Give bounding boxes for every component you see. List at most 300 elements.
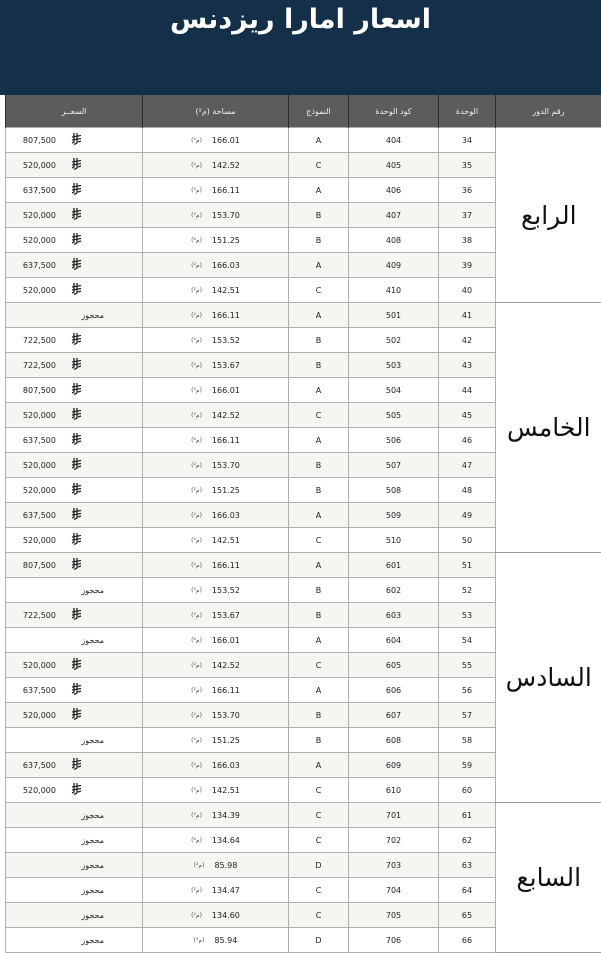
unit-price-cell [6,903,143,928]
unit-price-cell [6,228,143,253]
unit-area: 166.03 [212,261,240,270]
unit-price-cell [6,678,143,703]
area-unit-label: (م²) [191,362,202,369]
unit-area-cell [143,353,289,378]
unit-model: A [289,678,349,703]
unit-model: A [289,253,349,278]
unit-price-cell [6,403,143,428]
unit-model: A [289,753,349,778]
unit-price-cell [6,328,143,353]
riyal-icon [70,208,82,223]
unit-code: 506 [349,428,439,453]
unit-model: A [289,378,349,403]
unit-code: 501 [349,303,439,328]
unit-model: C [289,653,349,678]
unit-price: 637,500 [16,261,56,270]
area-unit-label: (م²) [191,237,202,244]
unit-price: 807,500 [16,136,56,145]
unit-price-cell [6,828,143,853]
unit-code: 408 [349,228,439,253]
unit-area: 85.94 [214,936,237,945]
unit-price: 637,500 [16,761,56,770]
riyal-icon [70,283,82,298]
unit-number: 61 [439,803,496,828]
unit-number: 53 [439,603,496,628]
unit-model: C [289,828,349,853]
unit-number: 47 [439,453,496,478]
unit-price-cell [6,428,143,453]
unit-price: 637,500 [16,186,56,195]
unit-area: 166.11 [212,686,240,695]
riyal-icon [70,608,82,623]
unit-area: 142.51 [212,286,240,295]
unit-area: 166.03 [212,761,240,770]
unit-price-cell [6,853,143,878]
area-unit-label: (م²) [191,737,202,744]
unit-area: 166.01 [212,136,240,145]
unit-model: C [289,878,349,903]
unit-model: C [289,778,349,803]
floor-name: السابع [496,803,601,953]
area-unit-label: (م²) [191,687,202,694]
unit-price-cell [6,478,143,503]
unit-area: 134.47 [212,886,240,895]
unit-area-cell [143,553,289,578]
unit-code: 705 [349,903,439,928]
unit-price: 520,000 [16,661,56,670]
column-header-area: مساحة (م²) [143,95,289,128]
unit-code: 407 [349,203,439,228]
unit-model: B [289,703,349,728]
unit-code: 601 [349,553,439,578]
reserved-label: محجوز [6,636,142,645]
unit-area: 166.11 [212,186,240,195]
unit-number: 34 [439,128,496,153]
unit-area-cell [143,278,289,303]
unit-number: 41 [439,303,496,328]
unit-model: C [289,153,349,178]
unit-number: 64 [439,878,496,903]
unit-model: B [289,603,349,628]
unit-area: 166.01 [212,386,240,395]
unit-area-cell [143,703,289,728]
area-unit-label: (م²) [191,912,202,919]
unit-number: 65 [439,903,496,928]
unit-area-cell [143,228,289,253]
riyal-icon [70,533,82,548]
unit-area-cell [143,678,289,703]
unit-price: 807,500 [16,386,56,395]
unit-price: 520,000 [16,411,56,420]
unit-area-cell [143,403,289,428]
unit-code: 502 [349,328,439,353]
riyal-icon [70,483,82,498]
floor-name: الخامس [496,303,601,553]
unit-area: 166.11 [212,311,240,320]
riyal-icon [70,383,82,398]
unit-area: 142.52 [212,661,240,670]
unit-number: 66 [439,928,496,953]
unit-area: 153.70 [212,711,240,720]
unit-code: 702 [349,828,439,853]
unit-number: 40 [439,278,496,303]
area-unit-label: (م²) [191,162,202,169]
unit-price-cell [6,778,143,803]
riyal-icon [70,658,82,673]
unit-price: 807,500 [16,561,56,570]
riyal-icon [70,158,82,173]
unit-price-cell [6,553,143,578]
unit-number: 52 [439,578,496,603]
unit-area-cell [143,603,289,628]
unit-code: 605 [349,653,439,678]
reserved-label: محجوز [6,736,142,745]
unit-model: A [289,503,349,528]
unit-area: 151.25 [212,236,240,245]
unit-area-cell [143,153,289,178]
unit-area: 153.70 [212,211,240,220]
unit-area: 153.67 [212,361,240,370]
riyal-icon [70,233,82,248]
unit-price-cell [6,528,143,553]
page-title: اسعار امارا ريزدنس [0,4,601,35]
riyal-icon [70,508,82,523]
unit-area-cell [143,753,289,778]
unit-area-cell [143,328,289,353]
unit-price-cell [6,303,143,328]
unit-code: 509 [349,503,439,528]
unit-code: 409 [349,253,439,278]
unit-price: 520,000 [16,536,56,545]
area-unit-label: (م²) [191,137,202,144]
unit-model: B [289,353,349,378]
table-row [6,803,601,828]
unit-code: 607 [349,703,439,728]
unit-number: 35 [439,153,496,178]
unit-code: 603 [349,603,439,628]
unit-code: 610 [349,778,439,803]
area-unit-label: (م²) [191,262,202,269]
table-row [6,303,601,328]
area-unit-label: (م²) [191,762,202,769]
unit-area: 142.52 [212,161,240,170]
reserved-label: محجوز [6,311,142,320]
area-unit-label: (م²) [191,537,202,544]
unit-area: 166.03 [212,511,240,520]
unit-price-cell [6,353,143,378]
unit-price-cell [6,453,143,478]
unit-price-cell [6,253,143,278]
reserved-label: محجوز [6,861,142,870]
unit-area: 134.60 [212,911,240,920]
area-unit-label: (م²) [191,487,202,494]
unit-price: 520,000 [16,286,56,295]
table-body [6,128,601,953]
unit-price-cell [6,803,143,828]
unit-number: 43 [439,353,496,378]
reserved-label: محجوز [6,836,142,845]
riyal-icon [70,708,82,723]
area-unit-label: (م²) [191,587,202,594]
area-unit-label: (م²) [191,787,202,794]
unit-code: 609 [349,753,439,778]
page-header [0,0,601,95]
unit-area-cell [143,578,289,603]
unit-model: C [289,803,349,828]
unit-price: 520,000 [16,486,56,495]
unit-model: A [289,303,349,328]
area-unit-label: (م²) [191,812,202,819]
unit-code: 405 [349,153,439,178]
unit-price: 520,000 [16,786,56,795]
unit-code: 602 [349,578,439,603]
unit-price-cell [6,753,143,778]
column-header-price: السعــر [6,95,143,128]
unit-number: 54 [439,628,496,653]
unit-number: 38 [439,228,496,253]
unit-area: 134.39 [212,811,240,820]
unit-price-cell [6,728,143,753]
unit-code: 508 [349,478,439,503]
unit-number: 51 [439,553,496,578]
column-header-unit: الوحدة [439,95,496,128]
area-unit-label: (م²) [194,937,205,944]
unit-area-cell [143,203,289,228]
unit-number: 59 [439,753,496,778]
unit-code: 503 [349,353,439,378]
unit-price: 520,000 [16,161,56,170]
unit-price-cell [6,603,143,628]
unit-area: 151.25 [212,486,240,495]
unit-number: 57 [439,703,496,728]
unit-price: 722,500 [16,611,56,620]
unit-number: 48 [439,478,496,503]
unit-area: 166.11 [212,436,240,445]
column-header-code: كود الوحدة [349,95,439,128]
unit-area-cell [143,378,289,403]
unit-model: B [289,578,349,603]
riyal-icon [70,358,82,373]
unit-model: B [289,728,349,753]
unit-number: 50 [439,528,496,553]
unit-code: 704 [349,878,439,903]
unit-area: 153.70 [212,461,240,470]
unit-area-cell [143,853,289,878]
unit-number: 63 [439,853,496,878]
unit-number: 56 [439,678,496,703]
unit-code: 510 [349,528,439,553]
unit-area: 142.51 [212,786,240,795]
area-unit-label: (م²) [191,612,202,619]
unit-model: B [289,478,349,503]
unit-model: D [289,853,349,878]
unit-price-cell [6,128,143,153]
unit-model: A [289,428,349,453]
unit-price: 520,000 [16,236,56,245]
unit-number: 42 [439,328,496,353]
unit-number: 44 [439,378,496,403]
unit-area-cell [143,503,289,528]
table-header-row [6,95,601,128]
unit-area-cell [143,653,289,678]
area-unit-label: (م²) [191,437,202,444]
unit-area: 166.11 [212,561,240,570]
unit-price: 722,500 [16,336,56,345]
riyal-icon [70,433,82,448]
riyal-icon [70,183,82,198]
unit-area-cell [143,478,289,503]
unit-code: 505 [349,403,439,428]
area-unit-label: (م²) [191,837,202,844]
unit-model: C [289,903,349,928]
unit-area-cell [143,828,289,853]
unit-price: 722,500 [16,361,56,370]
unit-area-cell [143,528,289,553]
table-row [6,553,601,578]
unit-price-cell [6,503,143,528]
unit-area-cell [143,803,289,828]
unit-price: 637,500 [16,511,56,520]
unit-model: B [289,203,349,228]
riyal-icon [70,683,82,698]
unit-code: 701 [349,803,439,828]
unit-model: A [289,128,349,153]
table-row [6,128,601,153]
unit-price-cell [6,628,143,653]
riyal-icon [70,758,82,773]
unit-model: A [289,553,349,578]
unit-model: A [289,628,349,653]
unit-model: A [289,178,349,203]
unit-number: 62 [439,828,496,853]
unit-price: 637,500 [16,436,56,445]
unit-area-cell [143,453,289,478]
unit-number: 39 [439,253,496,278]
unit-price: 520,000 [16,211,56,220]
unit-area-cell [143,253,289,278]
reserved-label: محجوز [6,811,142,820]
unit-model: B [289,328,349,353]
unit-area-cell [143,178,289,203]
reserved-label: محجوز [6,886,142,895]
area-unit-label: (م²) [191,187,202,194]
reserved-label: محجوز [6,911,142,920]
area-unit-label: (م²) [191,887,202,894]
unit-area-cell [143,728,289,753]
unit-area: 142.51 [212,536,240,545]
unit-code: 703 [349,853,439,878]
area-unit-label: (م²) [191,412,202,419]
unit-area: 151.25 [212,736,240,745]
riyal-icon [70,333,82,348]
unit-area-cell [143,878,289,903]
riyal-icon [70,458,82,473]
unit-model: B [289,453,349,478]
unit-number: 36 [439,178,496,203]
unit-area-cell [143,628,289,653]
column-header-model: النموذج [289,95,349,128]
unit-number: 46 [439,428,496,453]
unit-area-cell [143,928,289,953]
unit-model: C [289,403,349,428]
unit-area-cell [143,428,289,453]
reserved-label: محجوز [6,936,142,945]
unit-code: 410 [349,278,439,303]
area-unit-label: (م²) [191,312,202,319]
unit-price-cell [6,178,143,203]
area-unit-label: (م²) [191,212,202,219]
riyal-icon [70,258,82,273]
unit-area: 153.52 [212,586,240,595]
unit-price-cell [6,928,143,953]
unit-area: 166.01 [212,636,240,645]
unit-number: 37 [439,203,496,228]
area-unit-label: (م²) [191,512,202,519]
unit-model: C [289,528,349,553]
unit-price: 520,000 [16,711,56,720]
unit-number: 45 [439,403,496,428]
floor-name: الرابع [496,128,601,303]
unit-price-cell [6,653,143,678]
floor-name: السادس [496,553,601,803]
unit-code: 606 [349,678,439,703]
unit-number: 60 [439,778,496,803]
unit-area-cell [143,128,289,153]
unit-area: 85.98 [214,861,237,870]
unit-code: 608 [349,728,439,753]
unit-price-cell [6,578,143,603]
unit-code: 504 [349,378,439,403]
area-unit-label: (م²) [191,637,202,644]
area-unit-label: (م²) [191,462,202,469]
unit-number: 58 [439,728,496,753]
unit-area-cell [143,303,289,328]
unit-price-cell [6,203,143,228]
price-table [5,95,601,953]
unit-area: 134.64 [212,836,240,845]
unit-model: D [289,928,349,953]
unit-code: 604 [349,628,439,653]
unit-number: 55 [439,653,496,678]
unit-price-cell [6,278,143,303]
unit-price-cell [6,153,143,178]
area-unit-label: (م²) [191,387,202,394]
column-header-floor: رقم الدور [496,95,601,128]
riyal-icon [70,558,82,573]
area-unit-label: (م²) [194,862,205,869]
unit-model: B [289,228,349,253]
unit-price-cell [6,378,143,403]
unit-code: 507 [349,453,439,478]
riyal-icon [70,783,82,798]
unit-area-cell [143,903,289,928]
riyal-icon [70,408,82,423]
unit-number: 49 [439,503,496,528]
area-unit-label: (م²) [191,287,202,294]
unit-price-cell [6,878,143,903]
unit-area: 153.52 [212,336,240,345]
area-unit-label: (م²) [191,712,202,719]
unit-area: 142.52 [212,411,240,420]
area-unit-label: (م²) [191,337,202,344]
unit-code: 404 [349,128,439,153]
unit-model: C [289,278,349,303]
unit-code: 406 [349,178,439,203]
riyal-icon [70,133,82,148]
unit-code: 706 [349,928,439,953]
area-unit-label: (م²) [191,562,202,569]
unit-price-cell [6,703,143,728]
